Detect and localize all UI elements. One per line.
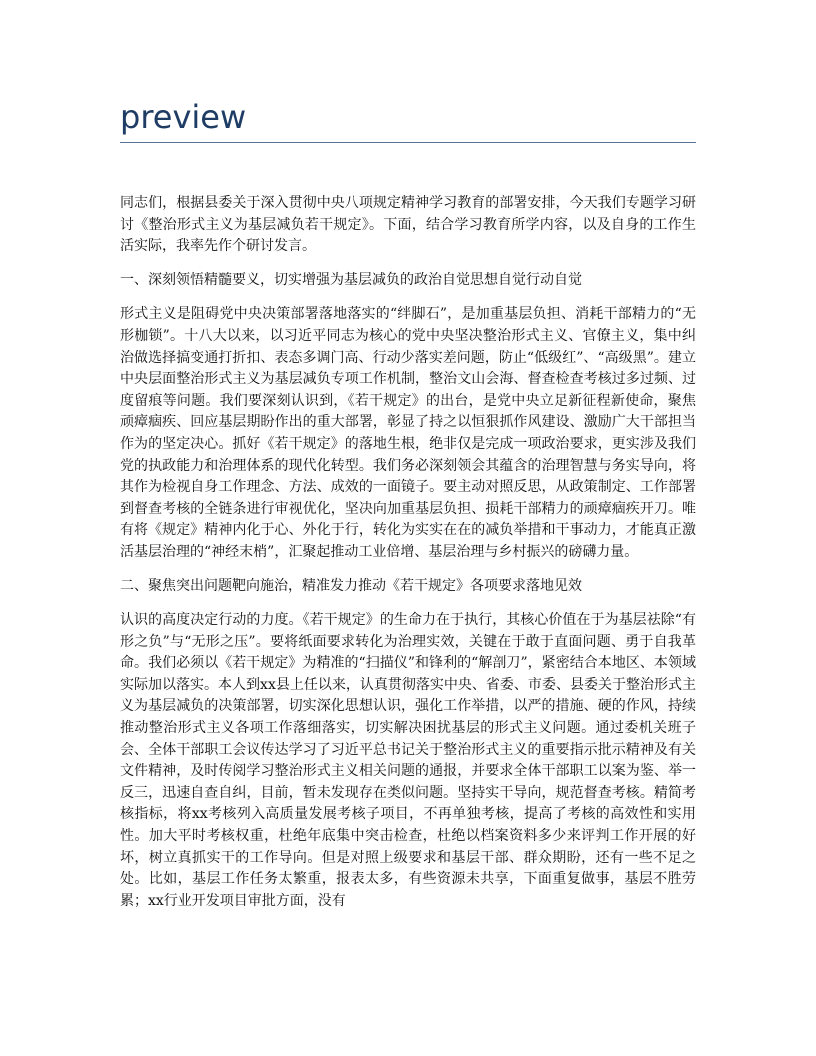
page-header xyxy=(120,97,696,143)
section-2-paragraph: 认识的高度决定行动的力度。《若干规定》的生命力在于执行，其核心价值在于为基层祛除“有形之负”与“无形之压”。要将纸面要求转化为治理实效，关键在于敢于直面问题、勇于自我革命。我们必须以《若干规定》为精准的“扫描仪”和锋利的“解剖刀”，紧密结合本地区、本领域实际加以落实。本人到xx县上任以来，认真贯彻落实中央、省委、市委、县委关于整治形式主义为基层减负的决策部署，切实深化思想认识，强化工作举措，以严的措施、硬的作风，持续推动整治形式主义各项工作落细落实，切实解决困扰基层的形式主义问题。通过委机关班子会、全体干部职工会议传达学习了习近平总书记关于整治形式主义的重要指示批示精神及有关文件精神，及时传阅学习整治形式主义相关问题的通报，并要求全体干部职工以案为鉴、举一反三，迅速自查自纠，目前，暂未发现存在类似问题。坚持实干导向，规范督查考核。精简考核指标，将xx考核列入高质量发展考核子项目，不再单独考核，提高了考核的高效性和实用性。加大平时考核权重，杜绝年底集中突击检查，杜绝以档案资料多少来评判工作开展的好坏，树立真抓实干的工作导向。但是对照上级要求和基层干部、群众期盼，还有一些不足之处。比如，基层工作任务太繁重，报表太多，有些资源未共享，下面重复做事，基层不胜劳累；xx行业开发项目审批方面，没有 xyxy=(120,612,696,909)
document-body xyxy=(120,193,696,924)
title-divider xyxy=(120,142,696,143)
intro-paragraph: 同志们，根据县委关于深入贯彻中央八项规定精神学习教育的部署安排，今天我们专题学习研讨《整治形式主义为基层减负若干规定》。下面，结合学习教育所学内容，以及自身的工作生活实际，我率先作个研讨发言。 xyxy=(120,195,696,255)
section-1-paragraph: 形式主义是阻碍党中央决策部署落地落实的“绊脚石”，是加重基层负担、消耗干部精力的“无形枷锁”。十八大以来，以习近平同志为核心的党中央坚决整治形式主义、官僚主义，集中纠治做选择搞变通打折扣、表态多调门高、行动少落实差问题，防止“低级红”、“高级黑”。建立中央层面整治形式主义为基层减负专项工作机制，整治文山会海、督查检查考核过多过频、过度留痕等问题。我们要深刻认识到，《若干规定》的出台，是党中央立足新征程新使命，聚焦顽瘴痼疾、回应基层期盼作出的重大部署，彰显了持之以恒狠抓作风建设、激励广大干部担当作为的坚定决心。抓好《若干规定》的落地生根，绝非仅是完成一项政治要求，更实涉及我们党的执政能力和治理体系的现代化转型。我们务必深刻领会其蕴含的治理智慧与务实导向，将其作为检视自身工作理念、方法、成效的一面镜子。要主动对照反思，从政策制定、工作部署到督查考核的全链条进行审视优化，坚决向加重基层负担、损耗干部精力的顽瘴痼疾开刀。唯有将《规定》精神内化于心、外化于行，转化为实实在在的减负举措和干事动力，才能真正激活基层治理的“神经末梢”，汇聚起推动工业倍增、基层治理与乡村振兴的磅礴力量。 xyxy=(120,306,696,560)
section-heading-1: 一、深刻领悟精髓要义，切实增强为基层减负的政治自觉思想自觉行动自觉 xyxy=(120,271,582,288)
page-title: preview xyxy=(120,98,247,136)
section-heading-2: 二、聚焦突出问题靶向施治，精准发力推动《若干规定》各项要求落地见效 xyxy=(120,577,582,594)
